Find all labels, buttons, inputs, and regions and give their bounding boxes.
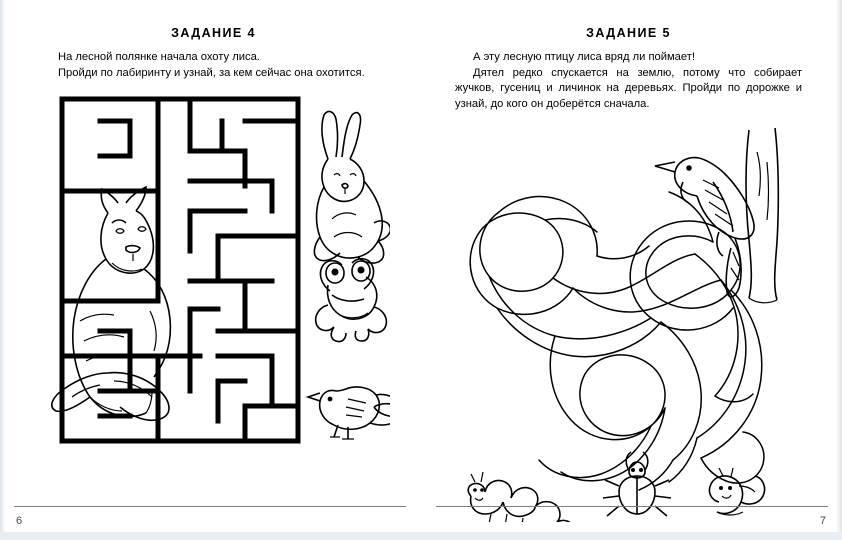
right-edge-shade: [836, 0, 842, 540]
left-paragraph-2: Пройди по лабиринту и узнай, за кем сейчас она охотится.: [58, 66, 365, 79]
left-edge-shade: [0, 0, 6, 540]
left-footer-rule: [14, 506, 406, 507]
maze-walls: [62, 99, 298, 441]
right-paragraph-1: А эту лесную птицу лиса вряд ли поймает!: [473, 51, 695, 63]
bottom-edge-band: [0, 532, 842, 540]
right-paragraph-2: Дятел редко спускается на землю, потому что собирает жучков, гусениц и личинок на деревьях. Пройди по дорожке и узнай, до кого он доберётся сначала.: [455, 66, 802, 110]
woodpecker-small-drawing: [308, 387, 390, 439]
woodpecker-path-illustration: [455, 122, 802, 522]
left-page-number: 6: [16, 515, 23, 527]
left-paragraph-1: На лесной полянке начала охоту лиса.: [58, 51, 260, 63]
left-task-text: [40, 50, 387, 81]
tree-and-woodpecker-drawing: [655, 128, 778, 303]
right-task-text: [455, 50, 802, 112]
right-task-title: ЗАДАНИЕ 5: [586, 26, 671, 40]
left-task-title: ЗАДАНИЕ 4: [171, 26, 256, 40]
right-page: [421, 0, 842, 540]
frog-drawing: [316, 259, 387, 342]
fox-drawing: [52, 187, 171, 420]
caterpillar-drawing: [468, 472, 575, 522]
right-page-number: 7: [819, 515, 826, 527]
right-footer-rule: [436, 506, 828, 507]
fox-maze-illustration: [40, 91, 387, 461]
tangled-paths: [470, 192, 764, 490]
rabbit-drawing: [314, 112, 390, 264]
